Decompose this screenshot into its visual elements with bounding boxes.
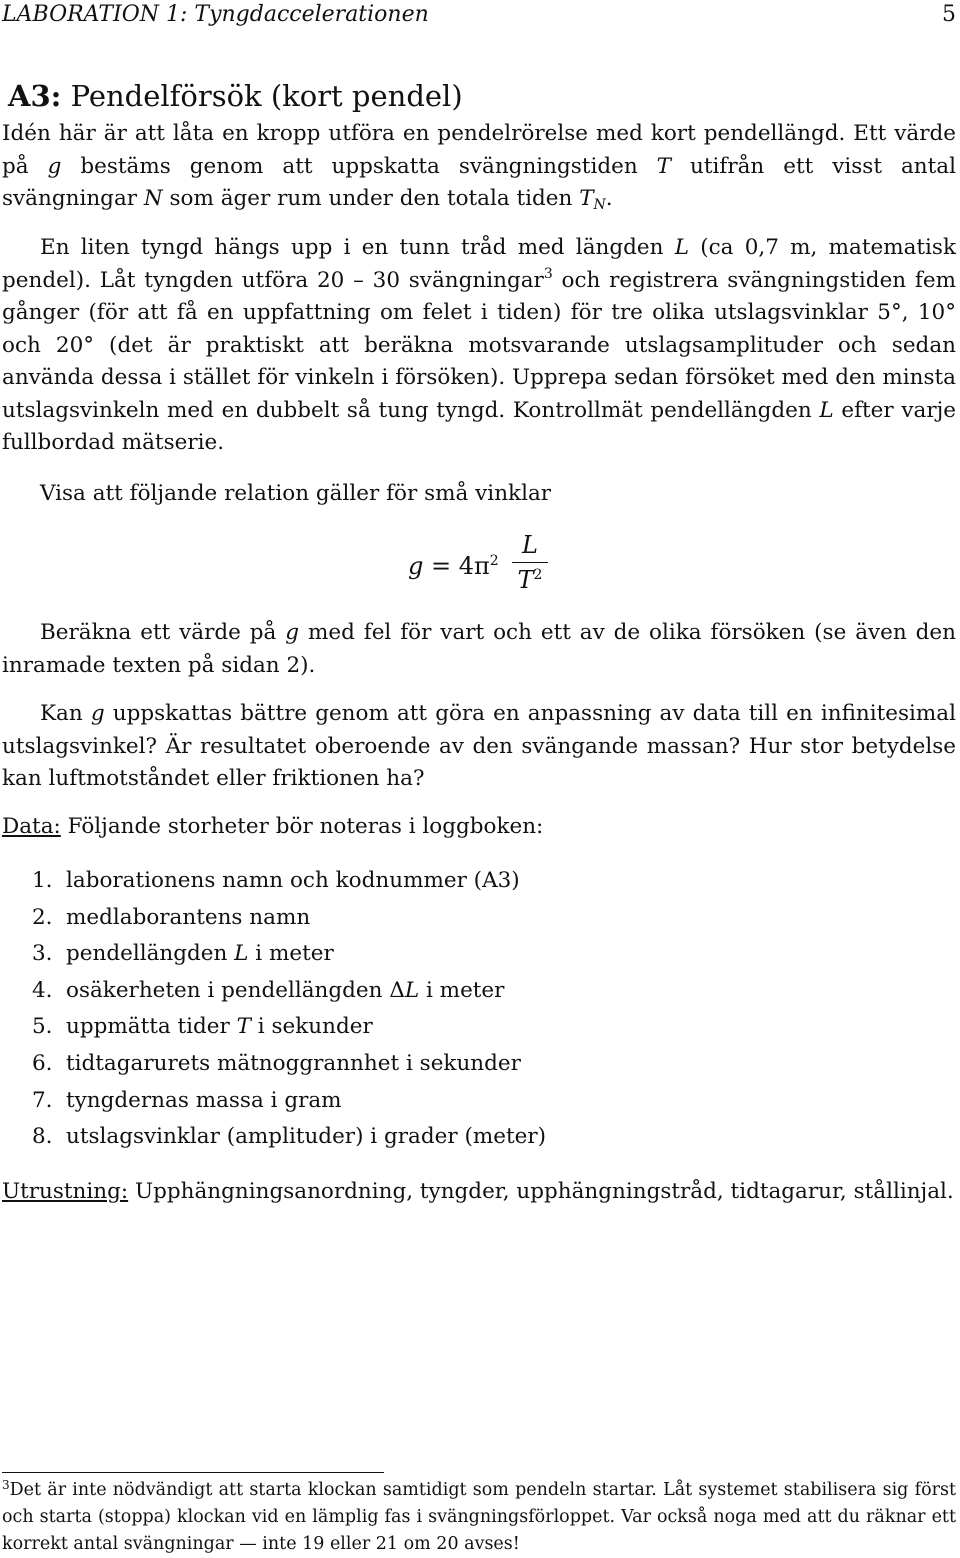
- header-title: LABORATION 1: Tyngdaccelerationen: [2, 2, 429, 27]
- math-var-N: N: [143, 186, 163, 211]
- math-var-T: T: [236, 1014, 251, 1040]
- math-var-g: g: [90, 701, 105, 726]
- text-run: (ca 0,7 m, matematisk pendel). Låt tyngden utföra 20 – 30 svängningar: [2, 235, 956, 293]
- list-text: i sekunder: [250, 1014, 373, 1040]
- list-text: tidtagarurets mätnoggrannhet i sekunder: [66, 1050, 521, 1076]
- text-run: som äger rum under den totala tiden: [162, 186, 580, 211]
- formula-fraction: [512, 530, 548, 595]
- list-item: [32, 903, 546, 940]
- list-item: [32, 939, 546, 976]
- text-run: uppskattas bättre genom att göra en anpassning av data till en infinitesimal utslagsvinkel? Är resultatet oberoende av den svängande massan? Hur stor betydelse kan luftmotståndet eller friktionen ha?: [2, 701, 956, 791]
- running-header: [2, 0, 958, 30]
- math-var-TN: T: [579, 186, 594, 211]
- footnote-marker: 3: [543, 265, 553, 282]
- math-delta: Δ: [389, 977, 405, 1003]
- formula-denominator-var: T: [517, 566, 534, 594]
- data-list: [32, 866, 546, 1159]
- list-item: [32, 1049, 546, 1086]
- text-run: utifrån ett visst antal svängningar: [2, 153, 956, 211]
- formula-numerator: L: [522, 531, 538, 559]
- list-text: osäkerheten i pendellängden: [66, 977, 390, 1003]
- math-var-g: g: [408, 552, 424, 580]
- data-label: Data:: [2, 814, 61, 839]
- list-text: uppmätta tider: [66, 1014, 237, 1040]
- list-number: 4.: [32, 977, 53, 1003]
- math-subscript-N: N: [593, 197, 606, 213]
- paragraph-show-relation: Visa att följande relation gäller för små vinklar: [40, 481, 552, 506]
- math-var-g: g: [47, 153, 62, 179]
- list-number: 7.: [32, 1087, 53, 1113]
- paragraph-intro: [2, 118, 956, 222]
- equipment-label: Utrustning:: [2, 1179, 129, 1204]
- section-heading: [8, 78, 463, 114]
- formula-exponent: 2: [489, 553, 499, 569]
- list-text: i meter: [248, 941, 334, 967]
- footnote-number: 3: [2, 1478, 10, 1492]
- section-label: A3:: [8, 79, 62, 113]
- formula-denominator: [512, 565, 548, 595]
- math-var-g: g: [285, 620, 300, 645]
- list-item: [32, 1012, 546, 1049]
- text-run: Kan: [40, 701, 91, 726]
- text-run: Idén här är att låta en kropp utföra en pendelrörelse med kort pendellängd. Ett värde på: [2, 121, 956, 179]
- list-text: laborationens namn och kodnummer (A3): [66, 868, 520, 893]
- text-run: och registrera svängningstiden fem gånger (för att få en uppfattning om felet i tiden) för tre olika utslagsvinklar 5°, 10° och 20° (det är praktiskt att beräkna motsvarande utslagsamplituder och sedan använda dessa i stället för vinkeln i försöken). Upprepa sedan försöket med den minsta utslagsvinkeln med en dubbelt så tung tyngd. Kontrollmät pendellängden: [2, 267, 956, 423]
- list-number: 2.: [32, 904, 53, 930]
- list-text: i meter: [419, 977, 505, 1003]
- list-number: 5.: [32, 1014, 53, 1040]
- equipment-line: [2, 1176, 954, 1208]
- data-intro: Följande storheter bör noteras i loggboken:: [60, 814, 544, 839]
- paragraph-procedure: [2, 232, 956, 460]
- list-number: 3.: [32, 941, 53, 967]
- text-run: .: [605, 186, 613, 211]
- page-number: 5: [942, 2, 956, 27]
- list-number: 1.: [32, 868, 53, 893]
- list-text: medlaborantens namn: [66, 904, 311, 930]
- list-item: [32, 866, 546, 903]
- paragraph-questions: [2, 698, 956, 796]
- text-run: bestäms genom att uppskatta svängningstiden: [61, 153, 657, 179]
- list-text: tyngdernas massa i gram: [66, 1087, 342, 1113]
- fraction-bar: [512, 562, 548, 563]
- math-var-T: T: [656, 153, 671, 179]
- math-var-L: L: [674, 235, 689, 260]
- math-var-L: L: [404, 977, 420, 1003]
- text-run: efter varje fullbordad mätserie.: [2, 397, 957, 455]
- pendulum-formula: [408, 530, 588, 600]
- list-number: 6.: [32, 1050, 53, 1076]
- equipment-text: Upphängningsanordning, tyngder, upphängningstråd, tidtagarur, stållinjal.: [128, 1179, 954, 1204]
- text-run: En liten tyngd hängs upp i en tunn tråd med längden: [40, 235, 675, 260]
- footnote-text: Det är inte nödvändigt att starta klockan samtidigt som pendeln startar. Låt systemet stabilisera sig först och starta (stoppa) klockan vid en lämplig fas i svängningsförloppet. Var också noga med att du räknar ett korrekt antal svängningar — inte 19 eller 21 om 20 avses!: [2, 1480, 956, 1554]
- text-run: Beräkna ett värde på: [40, 620, 286, 645]
- formula-lhs: [408, 552, 499, 580]
- text-run: med fel för vart och ett av de olika försöken (se även den inramade texten på sidan 2).: [2, 620, 956, 678]
- formula-coefficient: = 4π: [423, 552, 490, 580]
- math-var-L: L: [234, 941, 249, 967]
- list-number: 8.: [32, 1124, 53, 1150]
- list-text: pendellängden: [66, 941, 235, 967]
- formula-denominator-exponent: 2: [533, 567, 543, 583]
- footnote-divider: [2, 1472, 384, 1473]
- math-var-L: L: [819, 397, 834, 423]
- section-title: Pendelförsök (kort pendel): [70, 79, 463, 113]
- list-item: [32, 976, 546, 1013]
- list-text: utslagsvinklar (amplituder) i grader (meter): [66, 1124, 546, 1150]
- list-item: [32, 1122, 546, 1159]
- footnote: [2, 1477, 956, 1558]
- list-item: [32, 1086, 546, 1123]
- data-heading: [2, 811, 543, 843]
- paragraph-calculate: [2, 617, 956, 682]
